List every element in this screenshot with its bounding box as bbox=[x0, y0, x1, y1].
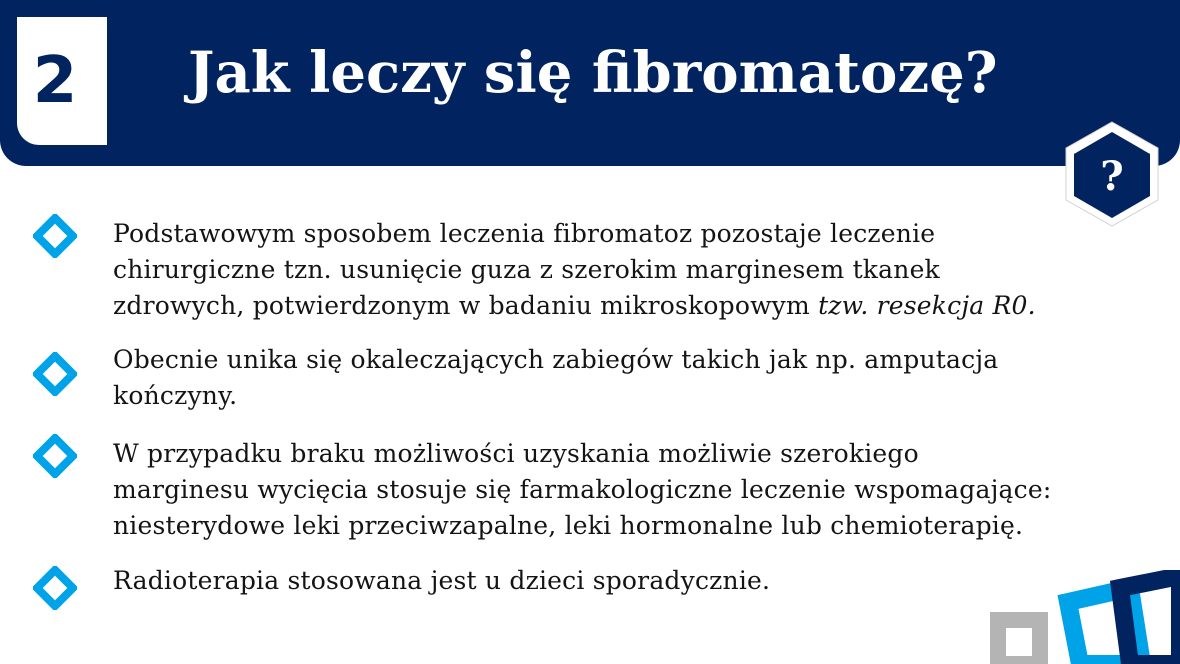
bullet-line: W przypadku braku możliwości uzyskania możliwie szerokiego bbox=[113, 439, 919, 468]
bullet-text bbox=[113, 436, 1175, 544]
bullet-line: chirurgiczne tzn. usunięcie guza z szerokim marginesem tkanek bbox=[113, 255, 940, 284]
question-mark: ? bbox=[1100, 153, 1124, 200]
section-number: 2 bbox=[32, 44, 78, 118]
bullet-line: Podstawowym sposobem leczenia fibromatoz pozostaje leczenie bbox=[113, 219, 936, 248]
diamond-bullet-icon bbox=[33, 434, 77, 478]
diamond-bullet-icon bbox=[33, 214, 77, 258]
bullet-line: Radioterapia stosowana jest u dzieci sporadycznie. bbox=[113, 566, 771, 595]
bullet-line: Obecnie unika się okaleczających zabiegów takich jak np. amputacja bbox=[113, 345, 999, 374]
bullet-line: niesterydowe leki przeciwzapalne, leki hormonalne lub chemioterapię. bbox=[113, 511, 1024, 540]
italic-term: tzw. resekcja R0. bbox=[818, 291, 1036, 320]
bullet-line: marginesu wycięcia stosuje się farmakologiczne leczenie wspomagające: bbox=[113, 475, 1052, 504]
bullet-line: kończyny. bbox=[113, 381, 238, 410]
bullet-text bbox=[113, 342, 1175, 414]
corner-decoration bbox=[980, 570, 1180, 664]
bullet-line bbox=[113, 288, 1175, 324]
bullet-line-text: zdrowych, potwierdzonym w badaniu mikroskopowym bbox=[113, 291, 819, 320]
diamond-bullet-icon bbox=[33, 352, 77, 396]
page-title: Jak leczy się fibromatozę? bbox=[188, 40, 998, 106]
diamond-bullet-icon bbox=[33, 566, 77, 610]
bullet-text bbox=[113, 216, 1175, 324]
